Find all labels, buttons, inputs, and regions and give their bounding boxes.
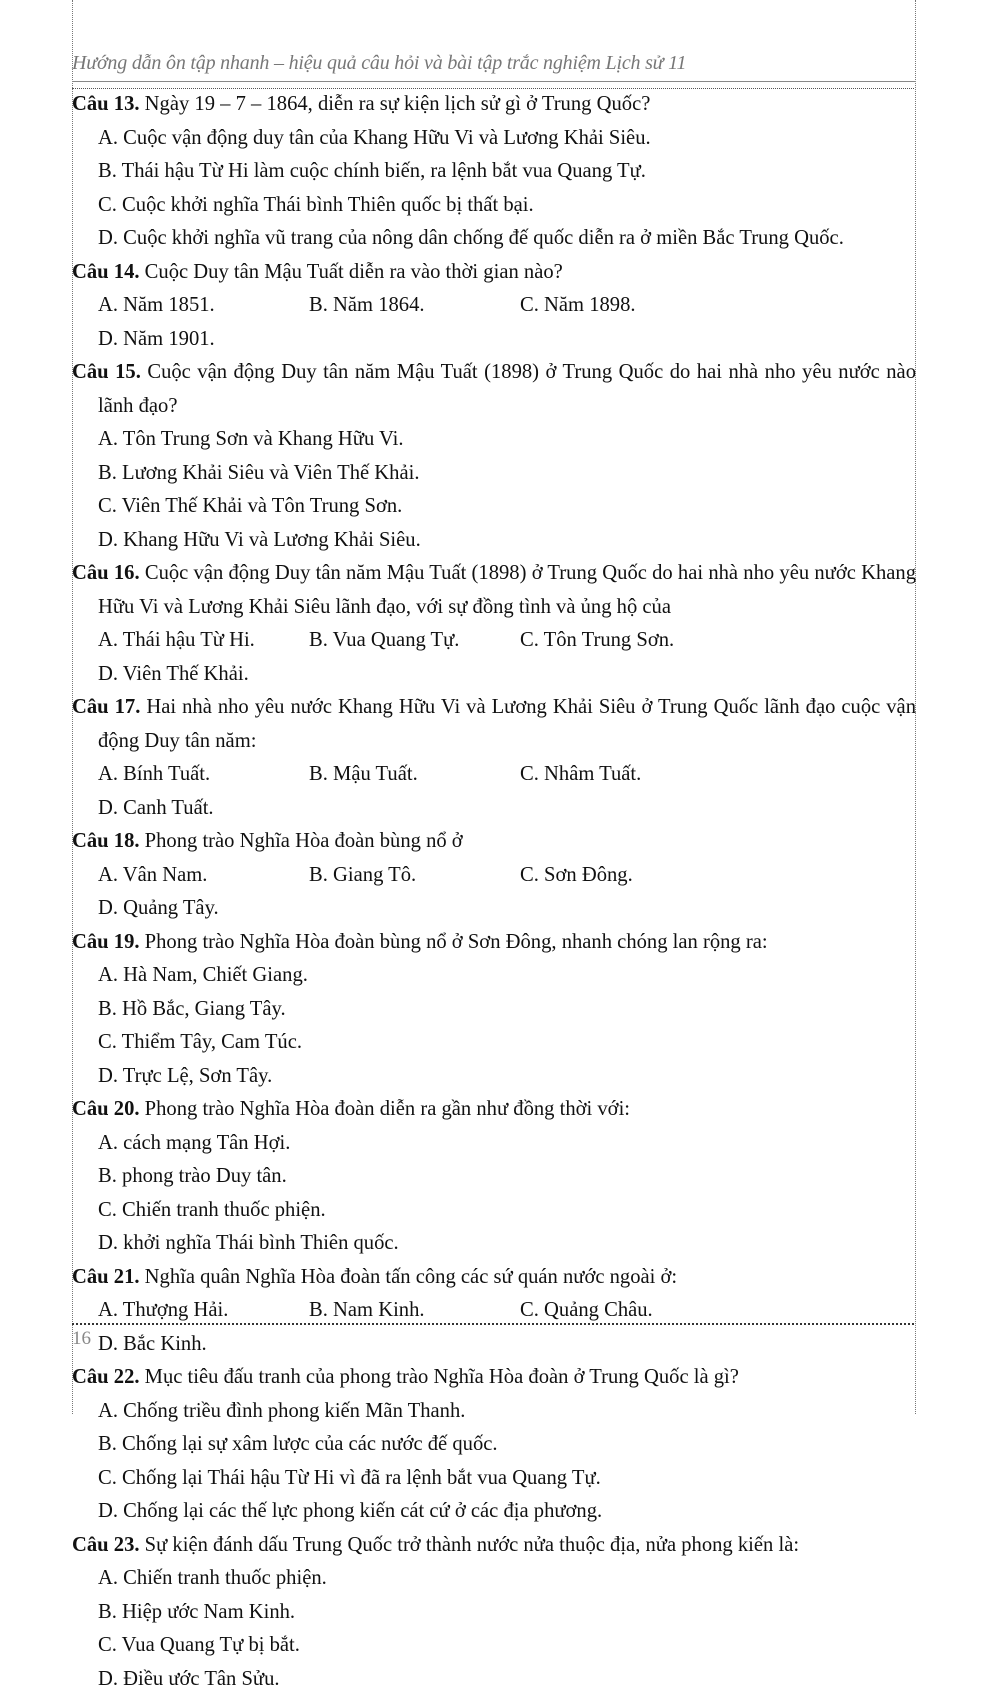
question-stem (72, 1261, 916, 1295)
answer-option: C. Nhâm Tuất. (520, 758, 731, 792)
question-stem (72, 88, 916, 122)
answer-option: A. Hà Nam, Chiết Giang. (98, 959, 521, 993)
answer-option: C. Chiến tranh thuốc phiện. (98, 1194, 521, 1228)
answer-option: C. Chống lại Thái hậu Từ Hi vì đã ra lệnh bắt vua Quang Tự. (98, 1462, 916, 1496)
answer-options (72, 1395, 916, 1529)
question-text: Cuộc vận động Duy tân năm Mậu Tuất (1898) ở Trung Quốc do hai nhà nho yêu nước Khang Hữu Vi và Lương Khải Siêu lãnh đạo, với sự đồng tình và ủng hộ của (98, 562, 916, 618)
answer-option: D. Khang Hữu Vi và Lương Khải Siêu. (98, 524, 521, 558)
answer-option: B. Mậu Tuất. (309, 758, 520, 792)
question-text: Hai nhà nho yêu nước Khang Hữu Vi và Lương Khải Siêu ở Trung Quốc lãnh đạo cuộc vận động Duy tân năm: (98, 696, 916, 752)
answer-option: C. Viên Thế Khải và Tôn Trung Sơn. (98, 490, 521, 524)
answer-option: D. Điều ước Tân Sửu. (98, 1663, 521, 1696)
answer-option: D. Năm 1901. (98, 323, 309, 357)
question-number: Câu 14. (72, 261, 140, 283)
answer-option: C. Cuộc khởi nghĩa Thái bình Thiên quốc bị thất bại. (98, 189, 916, 223)
answer-option: B. Nam Kinh. (309, 1294, 520, 1328)
answer-option: A. Chiến tranh thuốc phiện. (98, 1562, 521, 1596)
question-stem (72, 691, 916, 758)
answer-option: B. Giang Tô. (309, 859, 520, 893)
answer-option: A. Cuộc vận động duy tân của Khang Hữu Vi và Lương Khải Siêu. (98, 122, 916, 156)
question-number: Câu 16. (72, 562, 140, 584)
answer-option: A. Năm 1851. (98, 289, 309, 323)
question-number: Câu 22. (72, 1366, 140, 1388)
question-text: Mục tiêu đấu tranh của phong trào Nghĩa Hòa đoàn ở Trung Quốc là gì? (140, 1366, 739, 1388)
answer-option: A. Vân Nam. (98, 859, 309, 893)
running-header: Hướng dẫn ôn tập nhanh – hiệu quả câu hỏi và bài tập trắc nghiệm Lịch sử 11 (72, 52, 915, 75)
page-number: 16 (72, 1328, 91, 1350)
answer-option: B. Chống lại sự xâm lược của các nước đế quốc. (98, 1428, 916, 1462)
answer-option: A. Bính Tuất. (98, 758, 309, 792)
answer-options (72, 423, 916, 557)
answer-option: C. Thiểm Tây, Cam Túc. (98, 1026, 521, 1060)
answer-options (72, 1294, 916, 1361)
answer-options (72, 959, 916, 1093)
question-text: Phong trào Nghĩa Hòa đoàn bùng nổ ở Sơn Đông, nhanh chóng lan rộng ra: (140, 931, 768, 953)
question-stem (72, 356, 916, 423)
question-stem (72, 1361, 916, 1395)
question-stem (72, 825, 916, 859)
answer-option: C. Quảng Châu. (520, 1294, 731, 1328)
question-stem (72, 557, 916, 624)
question-number: Câu 15. (72, 361, 141, 383)
question-text: Phong trào Nghĩa Hòa đoàn bùng nổ ở (140, 830, 463, 852)
answer-option: C. Sơn Đông. (520, 859, 731, 893)
question-number: Câu 20. (72, 1098, 140, 1120)
question-stem (72, 1093, 916, 1127)
answer-option: B. Vua Quang Tự. (309, 624, 520, 658)
question-text: Cuộc Duy tân Mậu Tuất diễn ra vào thời gian nào? (140, 261, 563, 283)
answer-option: D. Bắc Kinh. (98, 1328, 309, 1362)
question-text: Nghĩa quân Nghĩa Hòa đoàn tấn công các sứ quán nước ngoài ở: (140, 1266, 678, 1288)
answer-option: D. Trực Lệ, Sơn Tây. (98, 1060, 521, 1094)
header-rule (72, 81, 916, 82)
question-number: Câu 21. (72, 1266, 140, 1288)
answer-option: A. Chống triều đình phong kiến Mãn Thanh. (98, 1395, 916, 1429)
answer-option: B. Năm 1864. (309, 289, 520, 323)
answer-option: B. Hiệp ước Nam Kinh. (98, 1596, 521, 1630)
question-stem (72, 256, 916, 290)
answer-options (72, 758, 916, 825)
question-text: Sự kiện đánh dấu Trung Quốc trở thành nước nửa thuộc địa, nửa phong kiến là: (140, 1534, 800, 1556)
answer-option: A. Thái hậu Từ Hi. (98, 624, 309, 658)
question-list (72, 88, 916, 1696)
answer-options (72, 289, 916, 356)
answer-option: C. Năm 1898. (520, 289, 731, 323)
answer-option: D. khởi nghĩa Thái bình Thiên quốc. (98, 1227, 521, 1261)
question-number: Câu 13. (72, 93, 140, 115)
question-number: Câu 23. (72, 1534, 140, 1556)
question-text: Ngày 19 – 7 – 1864, diễn ra sự kiện lịch sử gì ở Trung Quốc? (140, 93, 651, 115)
answer-options (72, 122, 916, 256)
answer-options (72, 624, 916, 691)
question-stem (72, 926, 916, 960)
question-number: Câu 17. (72, 696, 140, 718)
question-number: Câu 19. (72, 931, 140, 953)
answer-option: C. Vua Quang Tự bị bắt. (98, 1629, 521, 1663)
answer-option: A. cách mạng Tân Hợi. (98, 1127, 521, 1161)
answer-option: D. Canh Tuất. (98, 792, 309, 826)
answer-option: D. Viên Thế Khải. (98, 658, 309, 692)
answer-options (72, 1562, 916, 1696)
answer-option: B. Hồ Bắc, Giang Tây. (98, 993, 521, 1027)
answer-option: D. Chống lại các thế lực phong kiến cát cứ ở các địa phương. (98, 1495, 916, 1529)
answer-option: C. Tôn Trung Sơn. (520, 624, 731, 658)
answer-option: B. Thái hậu Từ Hi làm cuộc chính biến, ra lệnh bắt vua Quang Tự. (98, 155, 916, 189)
answer-options (72, 1127, 916, 1261)
answer-option: D. Quảng Tây. (98, 892, 309, 926)
question-text: Cuộc vận động Duy tân năm Mậu Tuất (1898) ở Trung Quốc do hai nhà nho yêu nước nào lãnh đạo? (98, 361, 916, 417)
answer-option: B. phong trào Duy tân. (98, 1160, 521, 1194)
answer-option: A. Tôn Trung Sơn và Khang Hữu Vi. (98, 423, 521, 457)
question-number: Câu 18. (72, 830, 140, 852)
answer-option: A. Thượng Hải. (98, 1294, 309, 1328)
answer-option: B. Lương Khải Siêu và Viên Thế Khải. (98, 457, 521, 491)
question-stem (72, 1529, 916, 1563)
answer-option: D. Cuộc khởi nghĩa vũ trang của nông dân chống đế quốc diễn ra ở miền Bắc Trung Quốc. (98, 222, 916, 256)
answer-options (72, 859, 916, 926)
question-text: Phong trào Nghĩa Hòa đoàn diễn ra gần như đồng thời với: (140, 1098, 631, 1120)
